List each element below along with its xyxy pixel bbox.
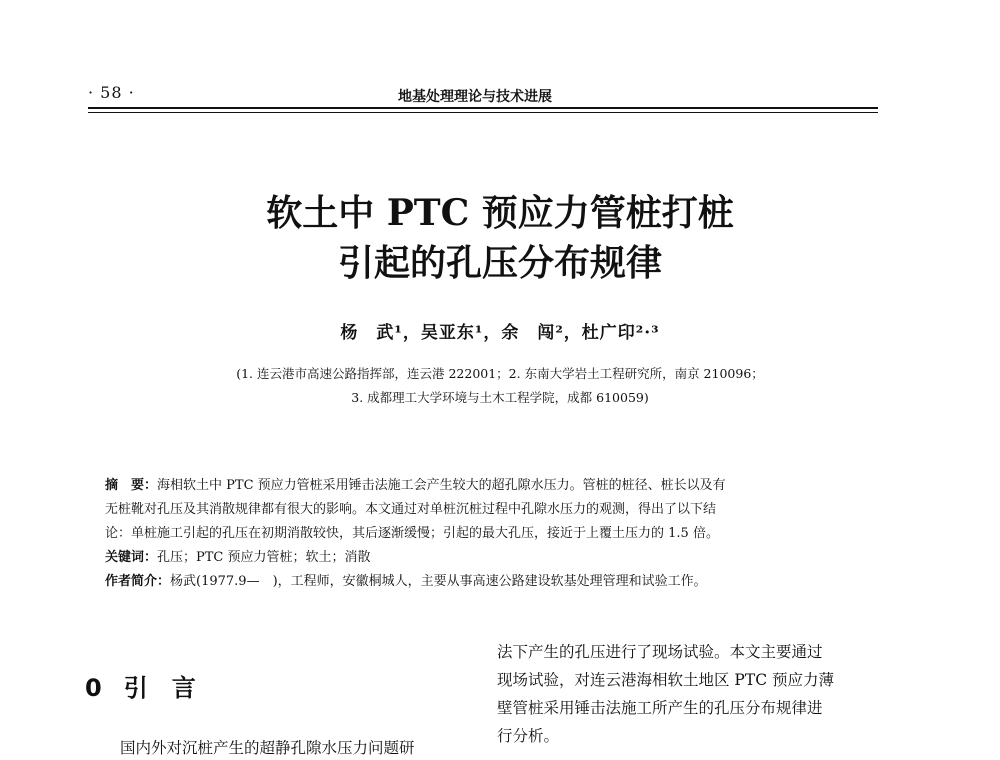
abstract-text: 海相软土中 PTC 预应力管桩采用锤击法施工会产生较大的超孔隙水压力。管桩的桩径、桩长以及有 (157, 478, 726, 493)
right-line-4: 行分析。 (497, 727, 560, 745)
abstract-line-3: 论：单桩施工引起的孔压在初期消散较快，其后逐渐缓慢；引起的最大孔压，接近于上覆土压力的 1.5 倍。 (105, 526, 719, 541)
header-rule-thick (88, 107, 878, 109)
body-left-paragraph: 国内外对沉桩产生的超静孔隙水压力问题研 (120, 739, 415, 757)
author-bio: 杨武(1977.9— )，工程师，安徽桐城人，主要从事高速公路建设软基处理管理和试验工作。 (170, 574, 707, 589)
abstract-line-1 (105, 474, 880, 498)
abstract-label: 摘 要： (105, 478, 158, 493)
paper-title-line-1: 软土中 PTC 预应力管桩打桩 (266, 192, 734, 234)
abstract-block (105, 474, 880, 594)
abstract-line-2: 无桩靴对孔压及其消散规律都有很大的影响。本文通过对单桩沉桩过程中孔隙水压力的观测，得出了以下结 (105, 502, 717, 517)
keywords-label: 关键词： (105, 550, 158, 565)
right-line-2: 现场试验，对连云港海相软土地区 PTC 预应力薄 (497, 671, 834, 689)
section-heading (85, 668, 218, 703)
affiliation-line-2: 3. 成都理工大学环境与土木工程学院，成都 610059) (351, 390, 649, 405)
body-right-column (497, 638, 882, 750)
keywords-line (105, 546, 880, 570)
authors: 杨 武¹，吴亚东¹，余 闯²，杜广印²·³ (340, 323, 660, 343)
bio-line (105, 570, 880, 594)
section-title: 引 言 (123, 674, 196, 702)
page-number: · 58 · (88, 83, 135, 102)
affiliation-line-1: (1. 连云港市高速公路指挥部，连云港 222001；2. 东南大学岩土工程研究所，南京 210096； (236, 366, 764, 381)
keywords: 孔压；PTC 预应力管桩；软土；消散 (157, 550, 371, 565)
header-rule-thin (88, 112, 878, 113)
bio-label: 作者简介： (105, 574, 171, 589)
right-line-1: 法下产生的孔压进行了现场试验。本文主要通过 (497, 643, 823, 661)
right-line-3: 壁管桩采用锤击法施工所产生的孔压分布规律进 (497, 699, 823, 717)
section-number: 0 (85, 674, 102, 702)
paper-title-line-2: 引起的孔压分布规律 (337, 242, 662, 284)
journal-title: 地基处理理论与技术进展 (398, 89, 552, 105)
